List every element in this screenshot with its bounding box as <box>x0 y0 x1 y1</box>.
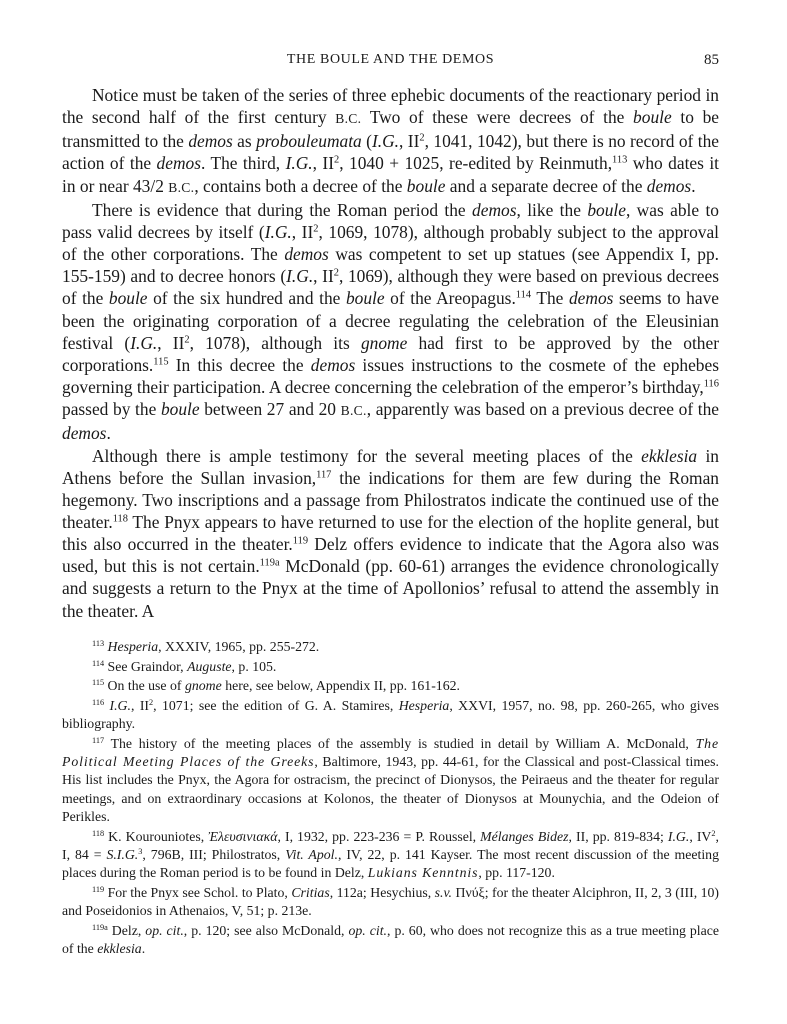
footnote-119a: $^{119a}$ Delz, op. cit., p. 120; see also McDonald, op. cit., p. 60, who does not recognize this as a true meeting place of the ekklesia. <box>62 922 719 956</box>
footnote-ref-119[interactable]: 119 <box>292 535 309 547</box>
main-text <box>62 84 719 622</box>
footnote-ref-118[interactable]: 118 <box>112 513 128 525</box>
paragraph-ephebic-documents: Notice must be taken of the series of three ephebic documents of the reactionary period in the second half of the first century B.C. Two of these were decrees of the boule to be transmitted to the demos as probouleumata (I.G., $II^2$, 1041, 1042), but there is no record of the action of the demos. The third, I.G., $II^2$, 1040 + 1025, re-edited by Reinmuth,$^{113}$ who dates it in or near 43/2 B.C., contains both a decree of the boule and a separate decree of the demos. <box>62 85 720 196</box>
footnote-117: $^{117}$ The history of the meeting places of the assembly is studied in detail by William A. McDonald, The Political Meeting Places of the Greeks, Baltimore, 1943, pp. 44-61, for the Classical and post-Classical times. His list includes the Pnyx, the Agora for ostracism, the precinct of Dionysos, the Peiraeus and the theater for regular meetings, and on extraordinary occasions at Kolonos, the theater of Dionysos at Mounychia, and the Odeion of Perikles. <box>62 735 720 824</box>
footnote-115: $^{115}$ On the use of gnome here, see below, Appendix II, pp. 161-162. <box>92 678 460 694</box>
footnote-ref-113[interactable]: 113 <box>612 155 628 166</box>
footnotes <box>62 638 719 958</box>
paragraph-meeting-places: Although there is ample testimony for the several meeting places of the ekklesia in Athens before the Sullan invasion,$^{117}$ the indications for them are few during the Roman hegemony. Two inscriptions and a passage from Philostratos indicate the continued use of the theater.$^{118}$ The Pnyx appears to have returned to use for the election of the hoplite general, but this also occurred in the theater.$^{119}$ Delz offers evidence to indicate that the Agora also was used, but this is not certain.$^{119a}$ McDonald (pp. 60-61) arranges the evidence chronologically and suggests a return to the Pnyx at the time of Apollonios’ refusal to attend the assembly in the theater. A <box>62 445 720 621</box>
running-head-title: THE BOULE AND THE DEMOS <box>286 52 495 67</box>
footnote-113: $^{113}$ Hesperia, XXXIV, 1965, pp. 255-272. <box>92 638 320 654</box>
footnote-116: $^{116}$ I.G., $II^2$, 1071; see the edition of G. A. Stamires, Hesperia, XXVI, 1957, no. 98, pp. 260-265, who gives bibliography. <box>62 697 720 732</box>
paragraph-demos-decrees: There is evidence that during the Roman period the demos, like the boule, was able to pass valid decrees by itself (I.G., $II^2$, 1069, 1078), although probably subject to the approval of the other corporations. The demos was competent to set up statues (see Appendix I, pp. 155-159) and to decree honors (I.G., $II^2$, 1069), although they were based on previous decrees of the boule of the six hundred and the boule of the Areopagus.$^{114}$ The demos seems to have been the originating corporation of a decree regulating the celebration of the Eleusinian festival (I.G., $II^2$, 1078), although its gnome had first to be approved by the other corporations.$^{115}$ In this decree the demos issues instructions to the cosmete of the ephebes governing their participation. A decree concerning the celebration of the emperor’s birthday,$^{116}$ passed by the boule between 27 and 20 B.C., apparently was based on a previous decree of the demos. <box>62 199 720 444</box>
page-number: 85 <box>704 52 719 68</box>
footnote-118: $^{118}$ K. Kourouniotes, Ἐλευσινιακά, I, 1932, pp. 223-236 = P. Roussel, Mélanges Bidez, II, pp. 819-834; I.G., $IV^2$, I, 84 = S.I.G.$^3$, 796B, III; Philostratos, Vit. Apol., IV, 22, p. 141 Kayser. The most recent discussion of the meeting places during the Roman period is to be found in Delz, Lukians Kenntnis, pp. 117-120. <box>62 828 719 880</box>
footnote-ref-117[interactable]: 117 <box>316 469 332 481</box>
footnote-114: $^{114}$ See Graindor, Auguste, p. 105. <box>92 658 277 674</box>
footnote-ref-115[interactable]: 115 <box>153 356 169 368</box>
footnote-119: $^{119}$ For the Pnyx see Schol. to Plato, Critias, 112a; Hesychius, s.v. Πνύξ; for the theater Alciphron, II, 2, 3 (III, 10) and Poseidonios in Athenaios, V, 51; p. 213e. <box>62 884 720 918</box>
footnote-ref-119a[interactable]: 119a <box>259 557 280 569</box>
running-head <box>62 52 719 70</box>
footnote-ref-116[interactable]: 116 <box>703 378 719 390</box>
footnote-ref-114[interactable]: 114 <box>515 289 532 301</box>
